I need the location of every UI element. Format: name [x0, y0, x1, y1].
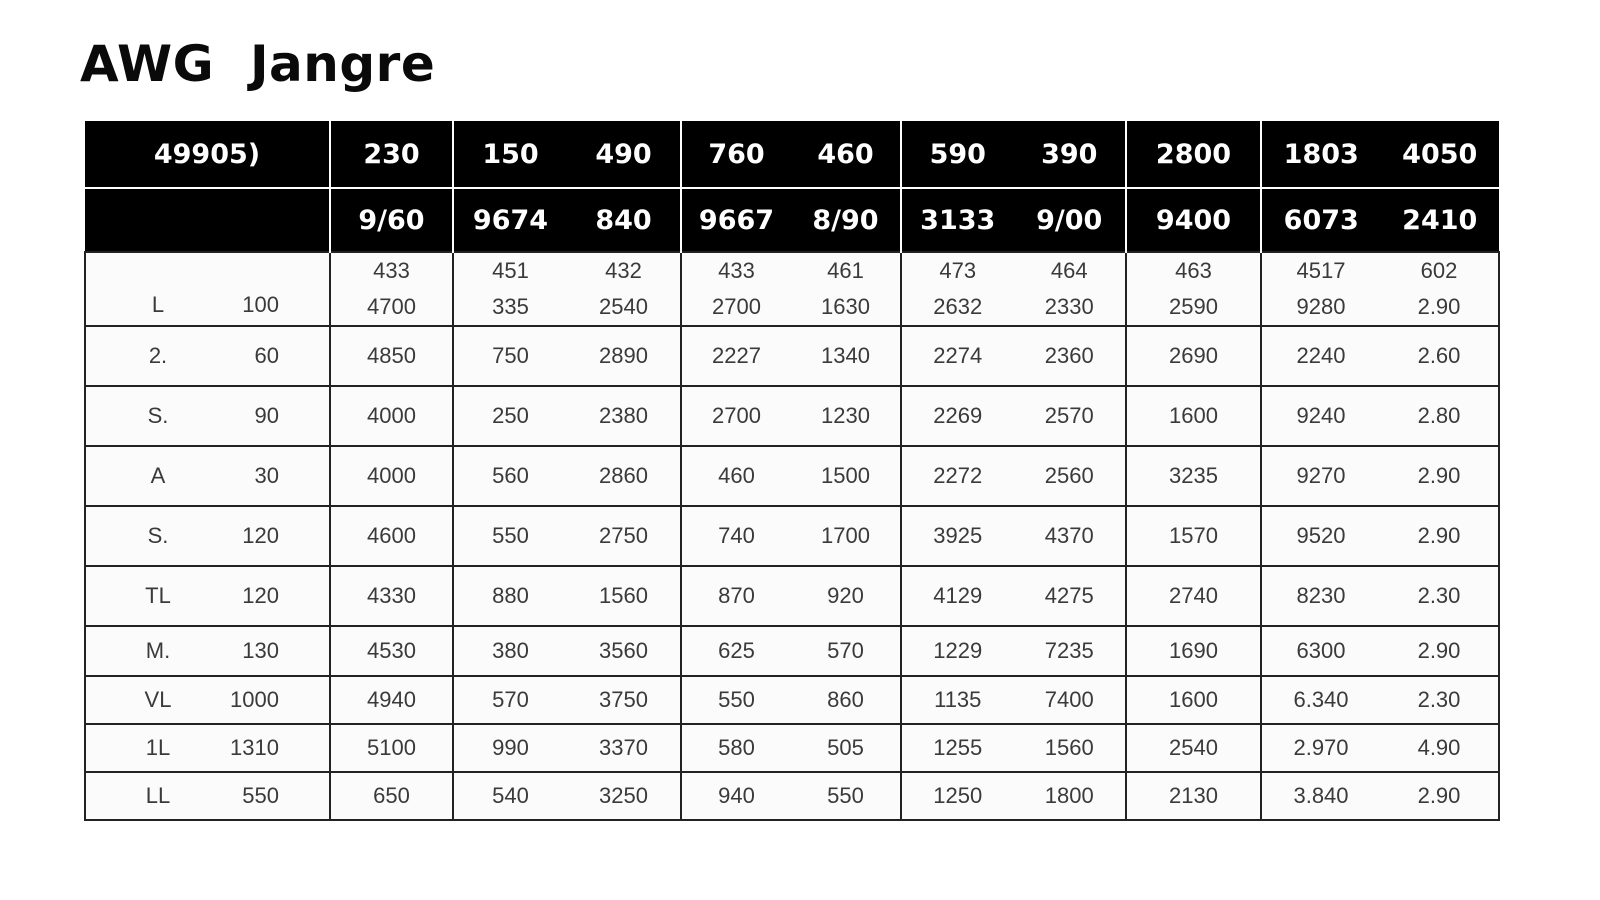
cell-value: 2700 — [712, 294, 761, 319]
cell-value: 2269 — [933, 403, 983, 428]
row-gauge: 60 — [254, 343, 279, 368]
table-cell: 650 — [330, 772, 453, 820]
cell-value: 625 — [718, 638, 755, 663]
table-row — [85, 386, 1499, 446]
table-cell — [453, 626, 681, 676]
row-abbr: S. — [147, 403, 169, 428]
table-row — [85, 676, 1499, 724]
row-label-cell — [85, 626, 330, 676]
cell-value: 1340 — [821, 343, 870, 368]
cell-value: 2.90 — [1417, 523, 1461, 548]
row-gauge: 1000 — [230, 687, 279, 712]
table-row — [85, 724, 1499, 772]
cell-value: 3560 — [599, 638, 648, 663]
table-cell — [1261, 676, 1499, 724]
table-cell — [681, 676, 901, 724]
cell-value: 1700 — [821, 523, 870, 548]
table-cell — [453, 506, 681, 566]
cell-value: 2274 — [933, 343, 983, 368]
table-cell: 3235 — [1126, 446, 1261, 506]
header-cell — [901, 188, 1126, 252]
cell-value: 920 — [827, 583, 864, 608]
row-label-cell — [85, 676, 330, 724]
table-row — [85, 566, 1499, 626]
header-cell — [681, 188, 901, 252]
row-gauge: 90 — [254, 403, 279, 428]
cell-value: 8230 — [1296, 583, 1346, 608]
table-cell — [901, 506, 1126, 566]
header-value: 590 — [929, 138, 986, 170]
row-label-cell — [85, 724, 330, 772]
cell-value: 2700 — [712, 403, 761, 428]
header-value: 390 — [1041, 138, 1098, 170]
row-gauge: 550 — [242, 783, 279, 808]
table-row — [85, 772, 1499, 820]
cell-value: 580 — [718, 735, 755, 760]
table-cell — [1261, 724, 1499, 772]
cell-value: 2272 — [933, 463, 983, 488]
cell-value: 1250 — [933, 783, 983, 808]
row-label-cell — [85, 252, 330, 326]
table-cell — [681, 326, 901, 386]
row-label-cell — [85, 446, 330, 506]
row-abbr: S. — [147, 523, 169, 548]
table-cell — [453, 446, 681, 506]
table-cell — [681, 566, 901, 626]
row-gauge: 1310 — [230, 735, 279, 760]
header-row — [85, 188, 1499, 252]
table-cell: 4530 — [330, 626, 453, 676]
table-cell — [453, 386, 681, 446]
cell-value: 9520 — [1296, 523, 1346, 548]
cell-value: 2560 — [1044, 463, 1094, 488]
table-cell — [901, 724, 1126, 772]
cell-value: 880 — [492, 583, 529, 608]
header-value: 840 — [595, 204, 652, 236]
cell-value: 9280 — [1296, 294, 1346, 319]
header-value: 2410 — [1402, 204, 1478, 236]
table-cell: 2540 — [1126, 724, 1261, 772]
cell-top-value: 461 — [827, 258, 864, 283]
table-body — [85, 252, 1499, 820]
cell-value: 4700 — [367, 294, 416, 319]
row-gauge: 130 — [242, 638, 279, 663]
table-cell — [681, 772, 901, 820]
cell-value: 1630 — [821, 294, 870, 319]
header-cell — [1261, 121, 1499, 188]
row-label-cell — [85, 386, 330, 446]
row-abbr: M. — [145, 638, 171, 663]
row-gauge: 30 — [254, 463, 279, 488]
table-cell: 2690 — [1126, 326, 1261, 386]
table-cell — [453, 676, 681, 724]
table-cell — [681, 446, 901, 506]
header-cell — [901, 121, 1126, 188]
table-cell — [901, 772, 1126, 820]
row-label-cell — [85, 772, 330, 820]
cell-top-value: 473 — [939, 258, 977, 283]
cell-top-value: 432 — [605, 258, 642, 283]
table-cell: 5100 — [330, 724, 453, 772]
cell-value: 540 — [492, 783, 529, 808]
cell-value: 2.90 — [1417, 783, 1461, 808]
table-cell: 4600 — [330, 506, 453, 566]
table-cell — [901, 446, 1126, 506]
cell-value: 870 — [718, 583, 755, 608]
row-gauge: 120 — [242, 523, 279, 548]
cell-value: 2.80 — [1417, 403, 1461, 428]
cell-value: 3250 — [599, 783, 648, 808]
cell-value: 940 — [718, 783, 755, 808]
header-value: 3133 — [920, 204, 996, 236]
table-cell — [681, 252, 901, 326]
table-cell: 4000 — [330, 386, 453, 446]
cell-top-value: 4517 — [1296, 258, 1346, 283]
row-abbr: L — [151, 292, 165, 317]
row-gauge: 120 — [242, 583, 279, 608]
cell-value: 9270 — [1296, 463, 1346, 488]
row-abbr: 1L — [145, 735, 171, 760]
cell-value: 1135 — [934, 687, 982, 712]
table-cell — [1261, 772, 1499, 820]
cell-value: 3.840 — [1293, 783, 1349, 808]
header-cell — [453, 188, 681, 252]
table-cell: 2130 — [1126, 772, 1261, 820]
table-cell: 1570 — [1126, 506, 1261, 566]
cell-value: 550 — [718, 687, 755, 712]
table-cell — [1261, 446, 1499, 506]
cell-value: 1800 — [1044, 783, 1094, 808]
table-row — [85, 446, 1499, 506]
table-cell: 4330 — [330, 566, 453, 626]
header-value: 8/90 — [812, 204, 879, 236]
header-cell — [85, 188, 330, 252]
cell-top-value: 464 — [1050, 258, 1088, 283]
cell-top-value: 451 — [492, 258, 529, 283]
cell-value: 2240 — [1296, 343, 1346, 368]
cell-value: 570 — [492, 687, 529, 712]
cell-value: 570 — [827, 638, 864, 663]
table-cell — [453, 724, 681, 772]
cell-value: 560 — [492, 463, 529, 488]
header-value: 460 — [817, 138, 874, 170]
table-cell — [901, 626, 1126, 676]
header-cell: 2800 — [1126, 121, 1261, 188]
header-value: 4050 — [1402, 138, 1478, 170]
header-row — [85, 121, 1499, 188]
table-cell — [1261, 626, 1499, 676]
row-label-cell — [85, 326, 330, 386]
cell-value: 2.30 — [1417, 687, 1461, 712]
table-row — [85, 626, 1499, 676]
table-cell — [1261, 506, 1499, 566]
table-cell: 4850 — [330, 326, 453, 386]
row-abbr: A — [150, 463, 166, 488]
table-cell: 1690 — [1126, 626, 1261, 676]
cell-value: 2330 — [1044, 294, 1094, 319]
cell-value: 6300 — [1296, 638, 1346, 663]
table-row — [85, 326, 1499, 386]
cell-value: 2.90 — [1417, 294, 1461, 319]
cell-value: 3925 — [933, 523, 983, 548]
cell-top-value: 433 — [718, 258, 755, 283]
cell-value: 740 — [718, 523, 755, 548]
cell-value: 1560 — [1044, 735, 1094, 760]
table-cell — [453, 772, 681, 820]
cell-value: 750 — [492, 343, 529, 368]
table-cell — [1261, 252, 1499, 326]
table-cell — [453, 566, 681, 626]
header-cell: 49905) — [85, 121, 330, 188]
header-value: 6073 — [1283, 204, 1359, 236]
cell-value: 4275 — [1044, 583, 1094, 608]
table-cell — [453, 326, 681, 386]
cell-value: 2632 — [933, 294, 983, 319]
row-label-cell — [85, 566, 330, 626]
awg-table — [84, 121, 1500, 821]
table-cell — [1261, 566, 1499, 626]
cell-value: 550 — [492, 523, 529, 548]
cell-value: 990 — [492, 735, 529, 760]
cell-value: 2750 — [599, 523, 648, 548]
header-value: 9/00 — [1036, 204, 1103, 236]
cell-value: 2227 — [712, 343, 761, 368]
page-title: AWG Jangre — [80, 35, 436, 93]
table-cell — [681, 506, 901, 566]
row-gauge: 100 — [242, 292, 279, 317]
table-cell: 1600 — [1126, 386, 1261, 446]
cell-value: 860 — [827, 687, 864, 712]
table-row — [85, 506, 1499, 566]
cell-value: 9240 — [1296, 403, 1346, 428]
cell-value: 2860 — [599, 463, 648, 488]
cell-value: 1560 — [599, 583, 648, 608]
header-cell — [681, 121, 901, 188]
table-cell — [1126, 252, 1261, 326]
table-cell — [901, 386, 1126, 446]
cell-value: 4.90 — [1417, 735, 1461, 760]
cell-top-value: 602 — [1420, 258, 1458, 283]
cell-value: 2890 — [599, 343, 648, 368]
header-cell: 9400 — [1126, 188, 1261, 252]
header-cell: 230 — [330, 121, 453, 188]
cell-value: 3750 — [599, 687, 648, 712]
header-value: 9674 — [472, 204, 549, 236]
cell-value: 2.30 — [1417, 583, 1461, 608]
table-cell: 4000 — [330, 446, 453, 506]
cell-value: 460 — [718, 463, 755, 488]
cell-value: 3370 — [599, 735, 648, 760]
cell-value: 6.340 — [1293, 687, 1349, 712]
cell-value: 2.970 — [1293, 735, 1349, 760]
cell-value: 380 — [492, 638, 529, 663]
cell-value: 7235 — [1044, 638, 1094, 663]
header-value: 150 — [482, 138, 539, 170]
table-cell: 1600 — [1126, 676, 1261, 724]
cell-value: 2.90 — [1417, 463, 1461, 488]
cell-value: 2.60 — [1417, 343, 1461, 368]
header-value: 760 — [708, 138, 765, 170]
cell-value: 1229 — [933, 638, 983, 663]
table-cell — [901, 326, 1126, 386]
header-cell — [1261, 188, 1499, 252]
table-cell — [1261, 386, 1499, 446]
table-cell — [681, 626, 901, 676]
table-row — [85, 252, 1499, 326]
cell-value: 550 — [827, 783, 864, 808]
cell-value: 2590 — [1169, 294, 1218, 319]
table-cell — [901, 566, 1126, 626]
cell-value: 2.90 — [1417, 638, 1461, 663]
cell-value: 2360 — [1044, 343, 1094, 368]
cell-value: 1230 — [821, 403, 870, 428]
row-abbr: VL — [144, 687, 172, 712]
cell-value: 2570 — [1044, 403, 1094, 428]
header-value: 9667 — [698, 204, 775, 236]
table-cell: 2740 — [1126, 566, 1261, 626]
row-abbr: LL — [145, 783, 171, 808]
table-cell — [1261, 326, 1499, 386]
table-cell — [901, 252, 1126, 326]
header-cell — [453, 121, 681, 188]
cell-value: 4370 — [1044, 523, 1094, 548]
row-abbr: TL — [145, 583, 171, 608]
cell-value: 1500 — [821, 463, 870, 488]
cell-top-value: 463 — [1175, 258, 1212, 283]
table-cell: 4940 — [330, 676, 453, 724]
cell-value: 4129 — [933, 583, 983, 608]
cell-value: 335 — [492, 294, 529, 319]
row-label-cell — [85, 506, 330, 566]
cell-value: 7400 — [1044, 687, 1094, 712]
header-value: 1803 — [1283, 138, 1359, 170]
cell-value: 250 — [492, 403, 529, 428]
cell-value: 2540 — [599, 294, 648, 319]
table-cell — [681, 386, 901, 446]
cell-value: 2380 — [599, 403, 648, 428]
table-cell — [330, 252, 453, 326]
cell-top-value: 433 — [373, 258, 410, 283]
header-value: 490 — [595, 138, 652, 170]
table-cell — [681, 724, 901, 772]
table-cell — [901, 676, 1126, 724]
cell-value: 505 — [827, 735, 864, 760]
row-abbr: 2. — [148, 343, 168, 368]
cell-value: 1255 — [933, 735, 983, 760]
table-cell — [453, 252, 681, 326]
header-cell: 9/60 — [330, 188, 453, 252]
